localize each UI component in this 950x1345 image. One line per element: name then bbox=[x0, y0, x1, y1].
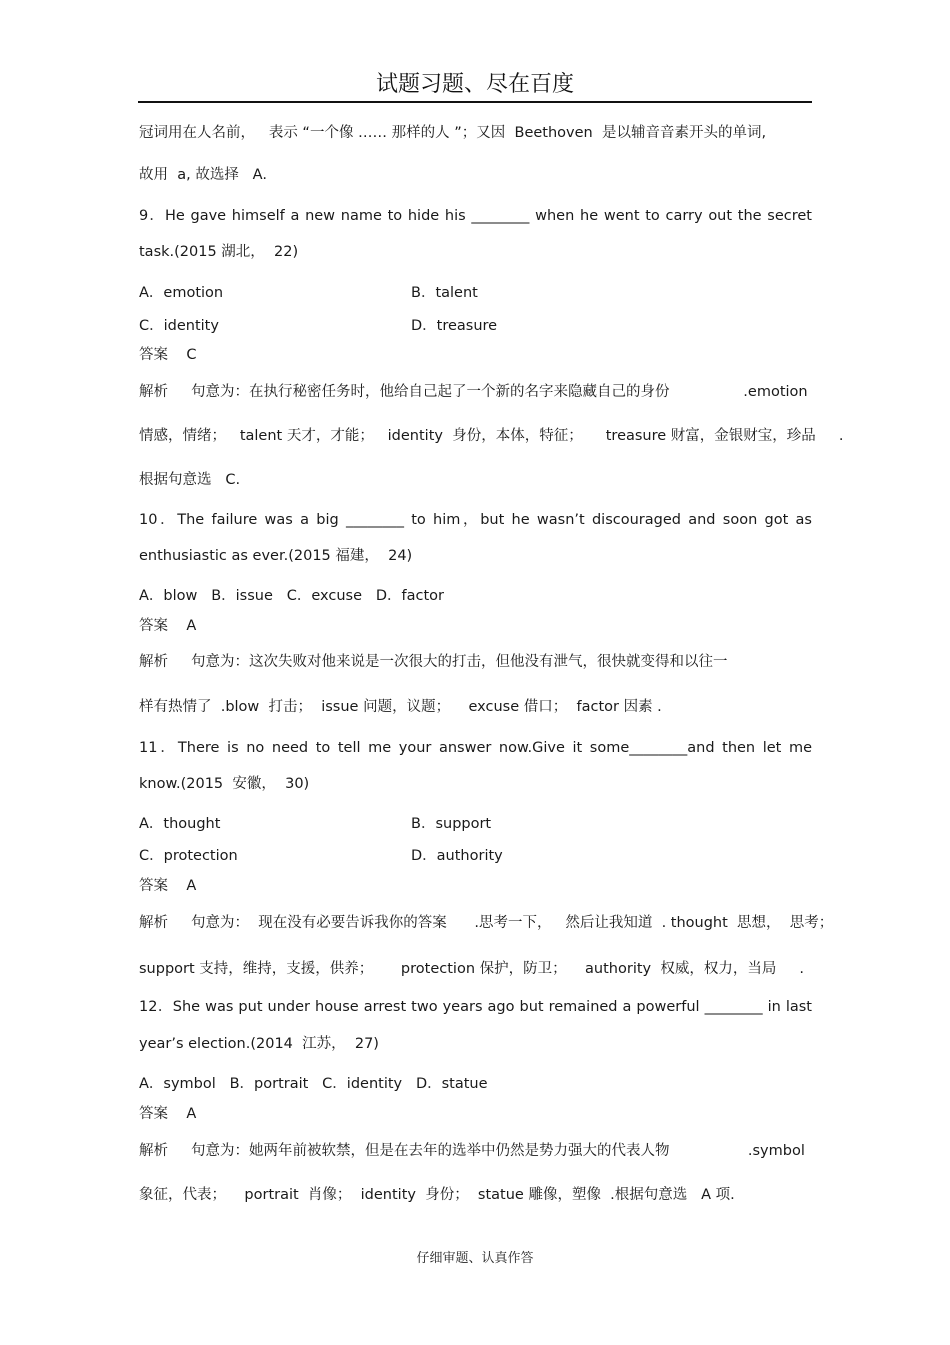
q11-option-d: D．authority bbox=[411, 848, 503, 864]
question-10-source: enthusiastic as ever.(2015 福建， 24) bbox=[139, 548, 413, 564]
q11-explanation: support 支持，维持，支援，供养； protection 保护，防卫； authority 权威，权力，当局 . bbox=[139, 961, 805, 977]
q12-explanation: 解析 句意为：她两年前被软禁，但是在去年的选举中仍然是势力强大的代表人物 .symbol bbox=[139, 1143, 805, 1159]
question-12-text: 12．She was put under house arrest two years ago but remained a powerful ________ in last bbox=[139, 999, 812, 1015]
explanation-line: 故用 a, 故选择 A. bbox=[139, 167, 267, 183]
question-9-source: task.(2015 湖北， 22) bbox=[139, 244, 299, 260]
q9-option-c: C．identity bbox=[139, 318, 219, 334]
q10-explanation: 样有热情了 .blow 打击； issue 问题，议题； excuse 借口； factor 因素 . bbox=[139, 699, 662, 715]
page-footer: 仔细审题、认真作答 bbox=[416, 1251, 534, 1266]
q9-option-a: A．emotion bbox=[139, 285, 224, 301]
q9-option-b: B．talent bbox=[411, 285, 478, 301]
page-header-title: 试题习题、尽在百度 bbox=[375, 72, 574, 97]
q10-answer: 答案 A bbox=[139, 618, 197, 634]
question-10-text: 10．The failure was a big ________ to him，but he wasn’t discouraged and soon got as bbox=[139, 512, 812, 528]
question-9-text: 9．He gave himself a new name to hide his ________ when he went to carry out the secret bbox=[139, 208, 812, 224]
q9-option-d: D．treasure bbox=[411, 318, 498, 334]
q10-explanation: 解析 句意为：这次失败对他来说是一次很大的打击，但他没有泄气，很快就变得和以往一 bbox=[139, 654, 728, 670]
q11-answer: 答案 A bbox=[139, 878, 197, 894]
explanation-line: 冠词用在人名前， 表示 “一个像 …… 那样的人 ”；又因 Beethoven 是以辅音音素开头的单词, bbox=[139, 125, 767, 141]
q11-explanation: 解析 句意为： 现在没有必要告诉我你的答案 .思考一下， 然后让我知道 . thought 思想， 思考； bbox=[139, 915, 834, 931]
q9-explanation: 解析 句意为：在执行秘密任务时，他给自己起了一个新的名字来隐藏自己的身份 .emotion bbox=[139, 384, 808, 400]
q11-option-c: C．protection bbox=[139, 848, 238, 864]
q9-answer: 答案 C bbox=[139, 347, 197, 363]
q11-option-a: A．thought bbox=[139, 816, 221, 832]
question-11-text: 11．There is no need to tell me your answer now.Give it some________and then let me bbox=[139, 740, 812, 756]
q12-answer: 答案 A bbox=[139, 1106, 197, 1122]
question-11-source: know.(2015 安徽， 30) bbox=[139, 776, 310, 792]
question-12-source: year’s election.(2014 江苏， 27) bbox=[139, 1036, 379, 1052]
q9-explanation: 情感，情绪； talent 天才，才能； identity 身份，本体，特征； treasure 财富，金银财宝，珍品 . bbox=[139, 428, 844, 444]
q12-explanation: 象征，代表； portrait 肖像； identity 身份； statue 雕像，塑像 .根据句意选 A 项. bbox=[139, 1187, 735, 1203]
q12-options: A．symbol B．portrait C．identity D．statue bbox=[139, 1076, 488, 1092]
header-rule bbox=[138, 101, 812, 103]
q10-options: A．blow B．issue C．excuse D．factor bbox=[139, 588, 444, 604]
q11-option-b: B．support bbox=[411, 816, 492, 832]
q9-explanation: 根据句意选 C. bbox=[139, 472, 241, 488]
